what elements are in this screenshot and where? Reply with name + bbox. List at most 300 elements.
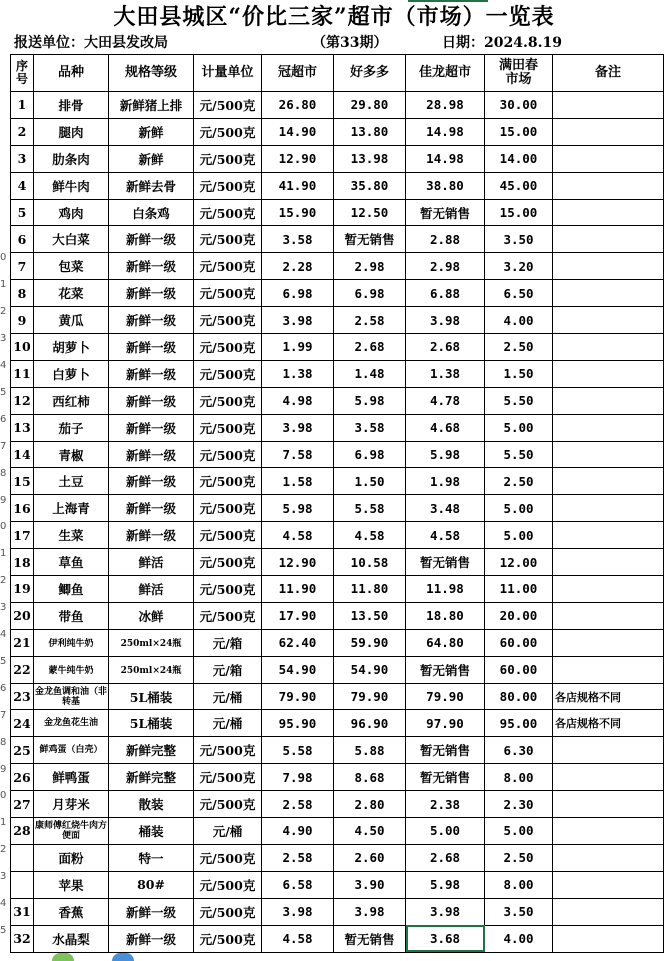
cell-unit[interactable]: 元/箱 (194, 629, 262, 656)
cell-price-store-2[interactable]: 2.98 (334, 253, 406, 280)
cell-price-store-2[interactable]: 5.88 (334, 737, 406, 764)
cell-price-store-4[interactable]: 80.00 (485, 683, 553, 710)
cell-price-store-4[interactable]: 30.00 (485, 92, 553, 119)
cell-grade[interactable]: 新鲜一级 (109, 280, 194, 307)
cell-item[interactable]: 胡萝卜 (34, 334, 109, 361)
cell-grade[interactable]: 白条鸡 (109, 199, 194, 226)
row-header-number[interactable]: 8 (0, 736, 7, 748)
cell-price-store-2[interactable]: 2.60 (334, 844, 406, 871)
cell-grade[interactable]: 250ml×24瓶 (109, 629, 194, 656)
cell-no[interactable]: 26 (11, 764, 34, 791)
cell-grade[interactable]: 新鲜一级 (109, 414, 194, 441)
cell-price-store-4[interactable]: 3.20 (485, 253, 553, 280)
cell-unit[interactable]: 元/500克 (194, 118, 262, 145)
cell-note[interactable] (553, 118, 664, 145)
cell-price-store-4[interactable]: 5.00 (485, 414, 553, 441)
cell-no[interactable]: 17 (11, 522, 34, 549)
cell-item[interactable]: 排骨 (34, 92, 109, 119)
row-header-number[interactable]: 1 (0, 279, 7, 291)
cell-price-store-4[interactable]: 12.00 (485, 549, 553, 576)
cell-grade[interactable]: 冰鲜 (109, 602, 194, 629)
cell-price-store-1[interactable]: 5.58 (262, 737, 334, 764)
row-header-number[interactable]: 9 (0, 763, 7, 775)
cell-price-store-2[interactable]: 11.80 (334, 576, 406, 603)
cell-no[interactable]: 14 (11, 441, 34, 468)
cell-note[interactable] (553, 602, 664, 629)
cell-note[interactable] (553, 199, 664, 226)
cell-price-store-1[interactable]: 95.90 (262, 710, 334, 737)
cell-item[interactable]: 腿肉 (34, 118, 109, 145)
cell-price-store-1[interactable]: 26.80 (262, 92, 334, 119)
cell-price-store-3[interactable]: 3.68 (406, 925, 485, 952)
cell-price-store-4[interactable]: 5.50 (485, 441, 553, 468)
row-header-number[interactable]: 6 (0, 413, 7, 425)
header-unit[interactable]: 计量单位 (194, 55, 262, 92)
row-header-number[interactable]: 8 (0, 467, 7, 479)
cell-unit[interactable]: 元/500克 (194, 199, 262, 226)
cell-grade[interactable]: 80# (109, 871, 194, 898)
taskbar-icon[interactable] (52, 953, 74, 961)
cell-price-store-3[interactable]: 暂无销售 (406, 737, 485, 764)
cell-grade[interactable]: 新鲜一级 (109, 334, 194, 361)
cell-item[interactable]: 金龙鱼花生油 (34, 710, 109, 737)
cell-price-store-2[interactable]: 暂无销售 (334, 226, 406, 253)
cell-price-store-1[interactable]: 7.98 (262, 764, 334, 791)
row-header-number[interactable]: 2 (0, 844, 7, 856)
cell-no[interactable]: 15 (11, 468, 34, 495)
cell-item[interactable]: 上海青 (34, 495, 109, 522)
cell-item[interactable]: 草鱼 (34, 549, 109, 576)
cell-unit[interactable]: 元/500克 (194, 468, 262, 495)
cell-unit[interactable]: 元/500克 (194, 764, 262, 791)
cell-grade[interactable]: 新鲜一级 (109, 226, 194, 253)
cell-price-store-1[interactable]: 2.58 (262, 791, 334, 818)
cell-price-store-4[interactable]: 45.00 (485, 172, 553, 199)
cell-price-store-3[interactable]: 2.98 (406, 253, 485, 280)
cell-note[interactable] (553, 871, 664, 898)
cell-price-store-3[interactable]: 14.98 (406, 145, 485, 172)
cell-grade[interactable]: 新鲜猪上排 (109, 92, 194, 119)
cell-unit[interactable]: 元/500克 (194, 441, 262, 468)
cell-price-store-2[interactable]: 6.98 (334, 441, 406, 468)
row-header-number[interactable]: 5 (0, 386, 7, 398)
cell-price-store-3[interactable]: 2.38 (406, 791, 485, 818)
cell-note[interactable] (553, 764, 664, 791)
cell-price-store-4[interactable]: 15.00 (485, 118, 553, 145)
cell-price-store-2[interactable]: 12.50 (334, 199, 406, 226)
cell-price-store-4[interactable]: 15.00 (485, 199, 553, 226)
row-header-number[interactable]: 0 (0, 252, 7, 264)
cell-price-store-3[interactable]: 14.98 (406, 118, 485, 145)
cell-unit[interactable]: 元/桶 (194, 710, 262, 737)
cell-price-store-2[interactable]: 4.50 (334, 818, 406, 845)
cell-no[interactable]: 7 (11, 253, 34, 280)
cell-grade[interactable]: 新鲜一级 (109, 360, 194, 387)
cell-grade[interactable]: 鲜活 (109, 549, 194, 576)
cell-price-store-2[interactable]: 4.58 (334, 522, 406, 549)
cell-price-store-4[interactable]: 60.00 (485, 656, 553, 683)
cell-price-store-3[interactable]: 1.98 (406, 468, 485, 495)
row-header-number[interactable]: 3 (0, 871, 7, 883)
cell-grade[interactable]: 新鲜一级 (109, 898, 194, 925)
cell-item[interactable]: 苹果 (34, 871, 109, 898)
cell-unit[interactable]: 元/500克 (194, 791, 262, 818)
cell-price-store-3[interactable]: 5.00 (406, 818, 485, 845)
cell-note[interactable] (553, 387, 664, 414)
cell-price-store-2[interactable]: 13.98 (334, 145, 406, 172)
cell-item[interactable]: 包菜 (34, 253, 109, 280)
cell-price-store-3[interactable]: 28.98 (406, 92, 485, 119)
cell-note[interactable] (553, 145, 664, 172)
cell-price-store-4[interactable]: 2.50 (485, 468, 553, 495)
cell-note[interactable] (553, 495, 664, 522)
cell-price-store-4[interactable]: 60.00 (485, 629, 553, 656)
cell-item[interactable]: 金龙鱼调和油（非转基 (34, 683, 109, 710)
cell-note[interactable] (553, 92, 664, 119)
cell-price-store-1[interactable]: 1.38 (262, 360, 334, 387)
cell-price-store-3[interactable]: 5.98 (406, 441, 485, 468)
cell-price-store-1[interactable]: 79.90 (262, 683, 334, 710)
cell-price-store-1[interactable]: 12.90 (262, 549, 334, 576)
row-header-number[interactable]: 4 (0, 629, 7, 640)
cell-price-store-2[interactable]: 2.68 (334, 334, 406, 361)
cell-price-store-2[interactable]: 3.58 (334, 414, 406, 441)
cell-note[interactable] (553, 656, 664, 683)
cell-no[interactable]: 31 (11, 898, 34, 925)
cell-price-store-1[interactable]: 3.98 (262, 307, 334, 334)
cell-price-store-1[interactable]: 2.28 (262, 253, 334, 280)
cell-grade[interactable]: 新鲜 (109, 118, 194, 145)
cell-no[interactable]: 24 (11, 710, 34, 737)
cell-unit[interactable]: 元/500克 (194, 414, 262, 441)
cell-unit[interactable]: 元/500克 (194, 522, 262, 549)
cell-price-store-3[interactable]: 2.68 (406, 334, 485, 361)
cell-note[interactable] (553, 576, 664, 603)
cell-grade[interactable]: 新鲜去骨 (109, 172, 194, 199)
cell-price-store-2[interactable]: 13.50 (334, 602, 406, 629)
cell-price-store-4[interactable]: 2.50 (485, 334, 553, 361)
cell-price-store-2[interactable]: 暂无销售 (334, 925, 406, 952)
cell-no[interactable]: 21 (11, 629, 34, 656)
cell-item[interactable]: 康师傅红烧牛肉方便面 (34, 818, 109, 845)
cell-price-store-2[interactable]: 6.98 (334, 280, 406, 307)
cell-price-store-4[interactable]: 20.00 (485, 602, 553, 629)
cell-price-store-4[interactable]: 4.00 (485, 925, 553, 952)
cell-item[interactable]: 青椒 (34, 441, 109, 468)
cell-price-store-2[interactable]: 54.90 (334, 656, 406, 683)
cell-price-store-2[interactable]: 13.80 (334, 118, 406, 145)
cell-note[interactable]: 各店规格不同 (553, 710, 664, 737)
cell-item[interactable]: 西红柿 (34, 387, 109, 414)
cell-unit[interactable]: 元/500克 (194, 307, 262, 334)
row-header-number[interactable]: 0 (0, 790, 7, 802)
cell-grade[interactable]: 5L桶装 (109, 683, 194, 710)
cell-grade[interactable]: 桶装 (109, 818, 194, 845)
cell-price-store-4[interactable]: 11.00 (485, 576, 553, 603)
cell-price-store-1[interactable]: 54.90 (262, 656, 334, 683)
cell-unit[interactable]: 元/500克 (194, 549, 262, 576)
cell-item[interactable]: 茄子 (34, 414, 109, 441)
cell-item[interactable]: 蒙牛纯牛奶 (34, 656, 109, 683)
cell-no[interactable]: 10 (11, 334, 34, 361)
cell-price-store-1[interactable]: 4.58 (262, 925, 334, 952)
cell-price-store-4[interactable]: 14.00 (485, 145, 553, 172)
cell-price-store-2[interactable]: 79.90 (334, 683, 406, 710)
cell-note[interactable] (553, 172, 664, 199)
cell-grade[interactable]: 散装 (109, 791, 194, 818)
cell-note[interactable] (553, 253, 664, 280)
cell-grade[interactable]: 新鲜一级 (109, 441, 194, 468)
cell-item[interactable]: 黄瓜 (34, 307, 109, 334)
cell-no[interactable]: 12 (11, 387, 34, 414)
cell-grade[interactable]: 新鲜一级 (109, 522, 194, 549)
cell-item[interactable]: 鲜鸭蛋 (34, 764, 109, 791)
cell-unit[interactable]: 元/500克 (194, 387, 262, 414)
cell-item[interactable]: 伊利纯牛奶 (34, 629, 109, 656)
cell-no[interactable]: 1 (11, 92, 34, 119)
cell-price-store-1[interactable]: 15.90 (262, 199, 334, 226)
header-note[interactable]: 备注 (553, 55, 664, 92)
cell-no[interactable]: 18 (11, 549, 34, 576)
cell-unit[interactable]: 元/500克 (194, 280, 262, 307)
cell-unit[interactable]: 元/500克 (194, 92, 262, 119)
header-store-4[interactable]: 满田春市场 (485, 55, 553, 92)
row-header-number[interactable]: 2 (0, 575, 7, 587)
cell-price-store-3[interactable]: 2.88 (406, 226, 485, 253)
cell-price-store-2[interactable]: 96.90 (334, 710, 406, 737)
cell-price-store-4[interactable]: 5.00 (485, 818, 553, 845)
cell-grade[interactable]: 新鲜一级 (109, 253, 194, 280)
header-store-3[interactable]: 佳龙超市 (406, 55, 485, 92)
cell-item[interactable]: 白萝卜 (34, 360, 109, 387)
cell-unit[interactable]: 元/500克 (194, 226, 262, 253)
cell-price-store-1[interactable]: 3.98 (262, 414, 334, 441)
cell-price-store-3[interactable]: 暂无销售 (406, 656, 485, 683)
cell-note[interactable] (553, 414, 664, 441)
header-store-1[interactable]: 冠超市 (262, 55, 334, 92)
cell-unit[interactable]: 元/500克 (194, 602, 262, 629)
cell-price-store-1[interactable]: 3.58 (262, 226, 334, 253)
cell-price-store-3[interactable]: 4.68 (406, 414, 485, 441)
cell-item[interactable]: 香蕉 (34, 898, 109, 925)
cell-price-store-4[interactable]: 6.50 (485, 280, 553, 307)
cell-note[interactable] (553, 226, 664, 253)
cell-price-store-3[interactable]: 11.98 (406, 576, 485, 603)
cell-no[interactable]: 4 (11, 172, 34, 199)
cell-price-store-1[interactable]: 62.40 (262, 629, 334, 656)
cell-note[interactable] (553, 549, 664, 576)
cell-price-store-3[interactable]: 5.98 (406, 871, 485, 898)
cell-item[interactable]: 面粉 (34, 844, 109, 871)
cell-price-store-3[interactable]: 4.58 (406, 522, 485, 549)
cell-price-store-3[interactable]: 3.48 (406, 495, 485, 522)
cell-price-store-1[interactable]: 12.90 (262, 145, 334, 172)
cell-price-store-2[interactable]: 1.50 (334, 468, 406, 495)
cell-price-store-2[interactable]: 35.80 (334, 172, 406, 199)
cell-price-store-2[interactable]: 1.48 (334, 360, 406, 387)
cell-note[interactable] (553, 844, 664, 871)
cell-price-store-3[interactable]: 1.38 (406, 360, 485, 387)
cell-price-store-1[interactable]: 7.58 (262, 441, 334, 468)
cell-grade[interactable]: 新鲜完整 (109, 737, 194, 764)
cell-note[interactable] (553, 629, 664, 656)
cell-price-store-1[interactable]: 4.98 (262, 387, 334, 414)
cell-price-store-1[interactable]: 2.58 (262, 844, 334, 871)
cell-price-store-3[interactable]: 6.88 (406, 280, 485, 307)
cell-price-store-3[interactable]: 暂无销售 (406, 764, 485, 791)
cell-note[interactable] (553, 522, 664, 549)
cell-unit[interactable]: 元/500克 (194, 871, 262, 898)
row-header-number[interactable]: 0 (0, 521, 7, 533)
cell-note[interactable] (553, 280, 664, 307)
cell-no[interactable]: 13 (11, 414, 34, 441)
cell-no[interactable]: 23 (11, 683, 34, 710)
cell-item[interactable]: 水晶梨 (34, 925, 109, 952)
cell-grade[interactable]: 新鲜一级 (109, 387, 194, 414)
cell-note[interactable] (553, 737, 664, 764)
cell-unit[interactable]: 元/500克 (194, 925, 262, 952)
cell-grade[interactable]: 新鲜 (109, 145, 194, 172)
cell-no[interactable]: 5 (11, 199, 34, 226)
cell-grade[interactable]: 新鲜一级 (109, 495, 194, 522)
cell-price-store-4[interactable]: 2.30 (485, 791, 553, 818)
cell-unit[interactable]: 元/桶 (194, 818, 262, 845)
cell-no[interactable] (11, 844, 34, 871)
cell-grade[interactable]: 5L桶装 (109, 710, 194, 737)
header-item[interactable]: 品种 (34, 55, 109, 92)
row-header-number[interactable]: 5 (0, 655, 7, 667)
cell-price-store-2[interactable]: 8.68 (334, 764, 406, 791)
cell-no[interactable]: 9 (11, 307, 34, 334)
cell-price-store-4[interactable]: 5.00 (485, 522, 553, 549)
cell-price-store-1[interactable]: 6.98 (262, 280, 334, 307)
cell-no[interactable]: 25 (11, 737, 34, 764)
cell-no[interactable]: 28 (11, 818, 34, 845)
cell-price-store-4[interactable]: 1.50 (485, 360, 553, 387)
cell-item[interactable]: 鲜鸡蛋（白壳） (34, 737, 109, 764)
cell-no[interactable] (11, 871, 34, 898)
cell-price-store-3[interactable]: 79.90 (406, 683, 485, 710)
cell-price-store-3[interactable]: 暂无销售 (406, 199, 485, 226)
cell-note[interactable] (553, 307, 664, 334)
cell-item[interactable]: 大白菜 (34, 226, 109, 253)
cell-unit[interactable]: 元/500克 (194, 576, 262, 603)
taskbar-icon[interactable] (112, 953, 134, 961)
cell-price-store-3[interactable]: 18.80 (406, 602, 485, 629)
cell-unit[interactable]: 元/500克 (194, 844, 262, 871)
cell-item[interactable]: 带鱼 (34, 602, 109, 629)
cell-no[interactable]: 2 (11, 118, 34, 145)
cell-unit[interactable]: 元/500克 (194, 145, 262, 172)
cell-price-store-4[interactable]: 95.00 (485, 710, 553, 737)
cell-price-store-3[interactable]: 64.80 (406, 629, 485, 656)
cell-no[interactable]: 19 (11, 576, 34, 603)
cell-price-store-3[interactable]: 2.68 (406, 844, 485, 871)
cell-grade[interactable]: 特一 (109, 844, 194, 871)
cell-grade[interactable]: 新鲜一级 (109, 468, 194, 495)
cell-price-store-4[interactable]: 2.50 (485, 844, 553, 871)
cell-price-store-3[interactable]: 3.98 (406, 898, 485, 925)
cell-price-store-1[interactable]: 4.58 (262, 522, 334, 549)
cell-price-store-4[interactable]: 5.50 (485, 387, 553, 414)
cell-price-store-2[interactable]: 29.80 (334, 92, 406, 119)
cell-price-store-3[interactable]: 97.90 (406, 710, 485, 737)
cell-price-store-1[interactable]: 11.90 (262, 576, 334, 603)
cell-price-store-1[interactable]: 5.98 (262, 495, 334, 522)
cell-price-store-4[interactable]: 4.00 (485, 307, 553, 334)
cell-note[interactable] (553, 360, 664, 387)
cell-note[interactable] (553, 925, 664, 952)
cell-price-store-2[interactable]: 2.80 (334, 791, 406, 818)
cell-price-store-2[interactable]: 5.98 (334, 387, 406, 414)
header-no[interactable]: 序号 (11, 55, 34, 92)
cell-price-store-1[interactable]: 1.58 (262, 468, 334, 495)
cell-no[interactable]: 32 (11, 925, 34, 952)
cell-note[interactable] (553, 441, 664, 468)
cell-no[interactable]: 6 (11, 226, 34, 253)
row-header-number[interactable]: 1 (0, 817, 7, 829)
cell-price-store-3[interactable]: 38.80 (406, 172, 485, 199)
cell-unit[interactable]: 元/500克 (194, 737, 262, 764)
cell-item[interactable]: 鲫鱼 (34, 576, 109, 603)
cell-no[interactable]: 27 (11, 791, 34, 818)
cell-unit[interactable]: 元/桶 (194, 683, 262, 710)
row-header-number[interactable]: 7 (0, 440, 7, 452)
header-grade[interactable]: 规格等级 (109, 55, 194, 92)
cell-price-store-1[interactable]: 4.90 (262, 818, 334, 845)
cell-unit[interactable]: 元/500克 (194, 360, 262, 387)
row-header-number[interactable]: 7 (0, 709, 7, 721)
cell-price-store-2[interactable]: 2.58 (334, 307, 406, 334)
cell-item[interactable]: 土豆 (34, 468, 109, 495)
cell-price-store-4[interactable]: 6.30 (485, 737, 553, 764)
cell-price-store-2[interactable]: 3.90 (334, 871, 406, 898)
cell-no[interactable]: 8 (11, 280, 34, 307)
cell-unit[interactable]: 元/500克 (194, 334, 262, 361)
cell-no[interactable]: 20 (11, 602, 34, 629)
row-header-number[interactable]: 5 (0, 924, 7, 936)
row-header-number[interactable]: 9 (0, 494, 7, 506)
row-header-number[interactable]: 4 (0, 360, 7, 371)
cell-price-store-1[interactable]: 1.99 (262, 334, 334, 361)
cell-no[interactable]: 22 (11, 656, 34, 683)
cell-price-store-3[interactable]: 暂无销售 (406, 549, 485, 576)
cell-no[interactable]: 3 (11, 145, 34, 172)
cell-price-store-4[interactable]: 8.00 (485, 764, 553, 791)
header-store-2[interactable]: 好多多 (334, 55, 406, 92)
cell-note[interactable] (553, 818, 664, 845)
cell-unit[interactable]: 元/500克 (194, 172, 262, 199)
cell-note[interactable]: 各店规格不同 (553, 683, 664, 710)
cell-price-store-3[interactable]: 3.98 (406, 307, 485, 334)
cell-note[interactable] (553, 898, 664, 925)
cell-price-store-4[interactable]: 3.50 (485, 898, 553, 925)
cell-price-store-1[interactable]: 6.58 (262, 871, 334, 898)
cell-item[interactable]: 肋条肉 (34, 145, 109, 172)
cell-price-store-2[interactable]: 5.58 (334, 495, 406, 522)
cell-item[interactable]: 生菜 (34, 522, 109, 549)
cell-note[interactable] (553, 334, 664, 361)
cell-grade[interactable]: 新鲜一级 (109, 925, 194, 952)
cell-price-store-4[interactable]: 5.00 (485, 495, 553, 522)
cell-price-store-4[interactable]: 8.00 (485, 871, 553, 898)
row-header-number[interactable]: 3 (0, 602, 7, 614)
cell-no[interactable]: 16 (11, 495, 34, 522)
cell-grade[interactable]: 新鲜完整 (109, 764, 194, 791)
cell-price-store-4[interactable]: 3.50 (485, 226, 553, 253)
cell-grade[interactable]: 鲜活 (109, 576, 194, 603)
cell-price-store-1[interactable]: 41.90 (262, 172, 334, 199)
